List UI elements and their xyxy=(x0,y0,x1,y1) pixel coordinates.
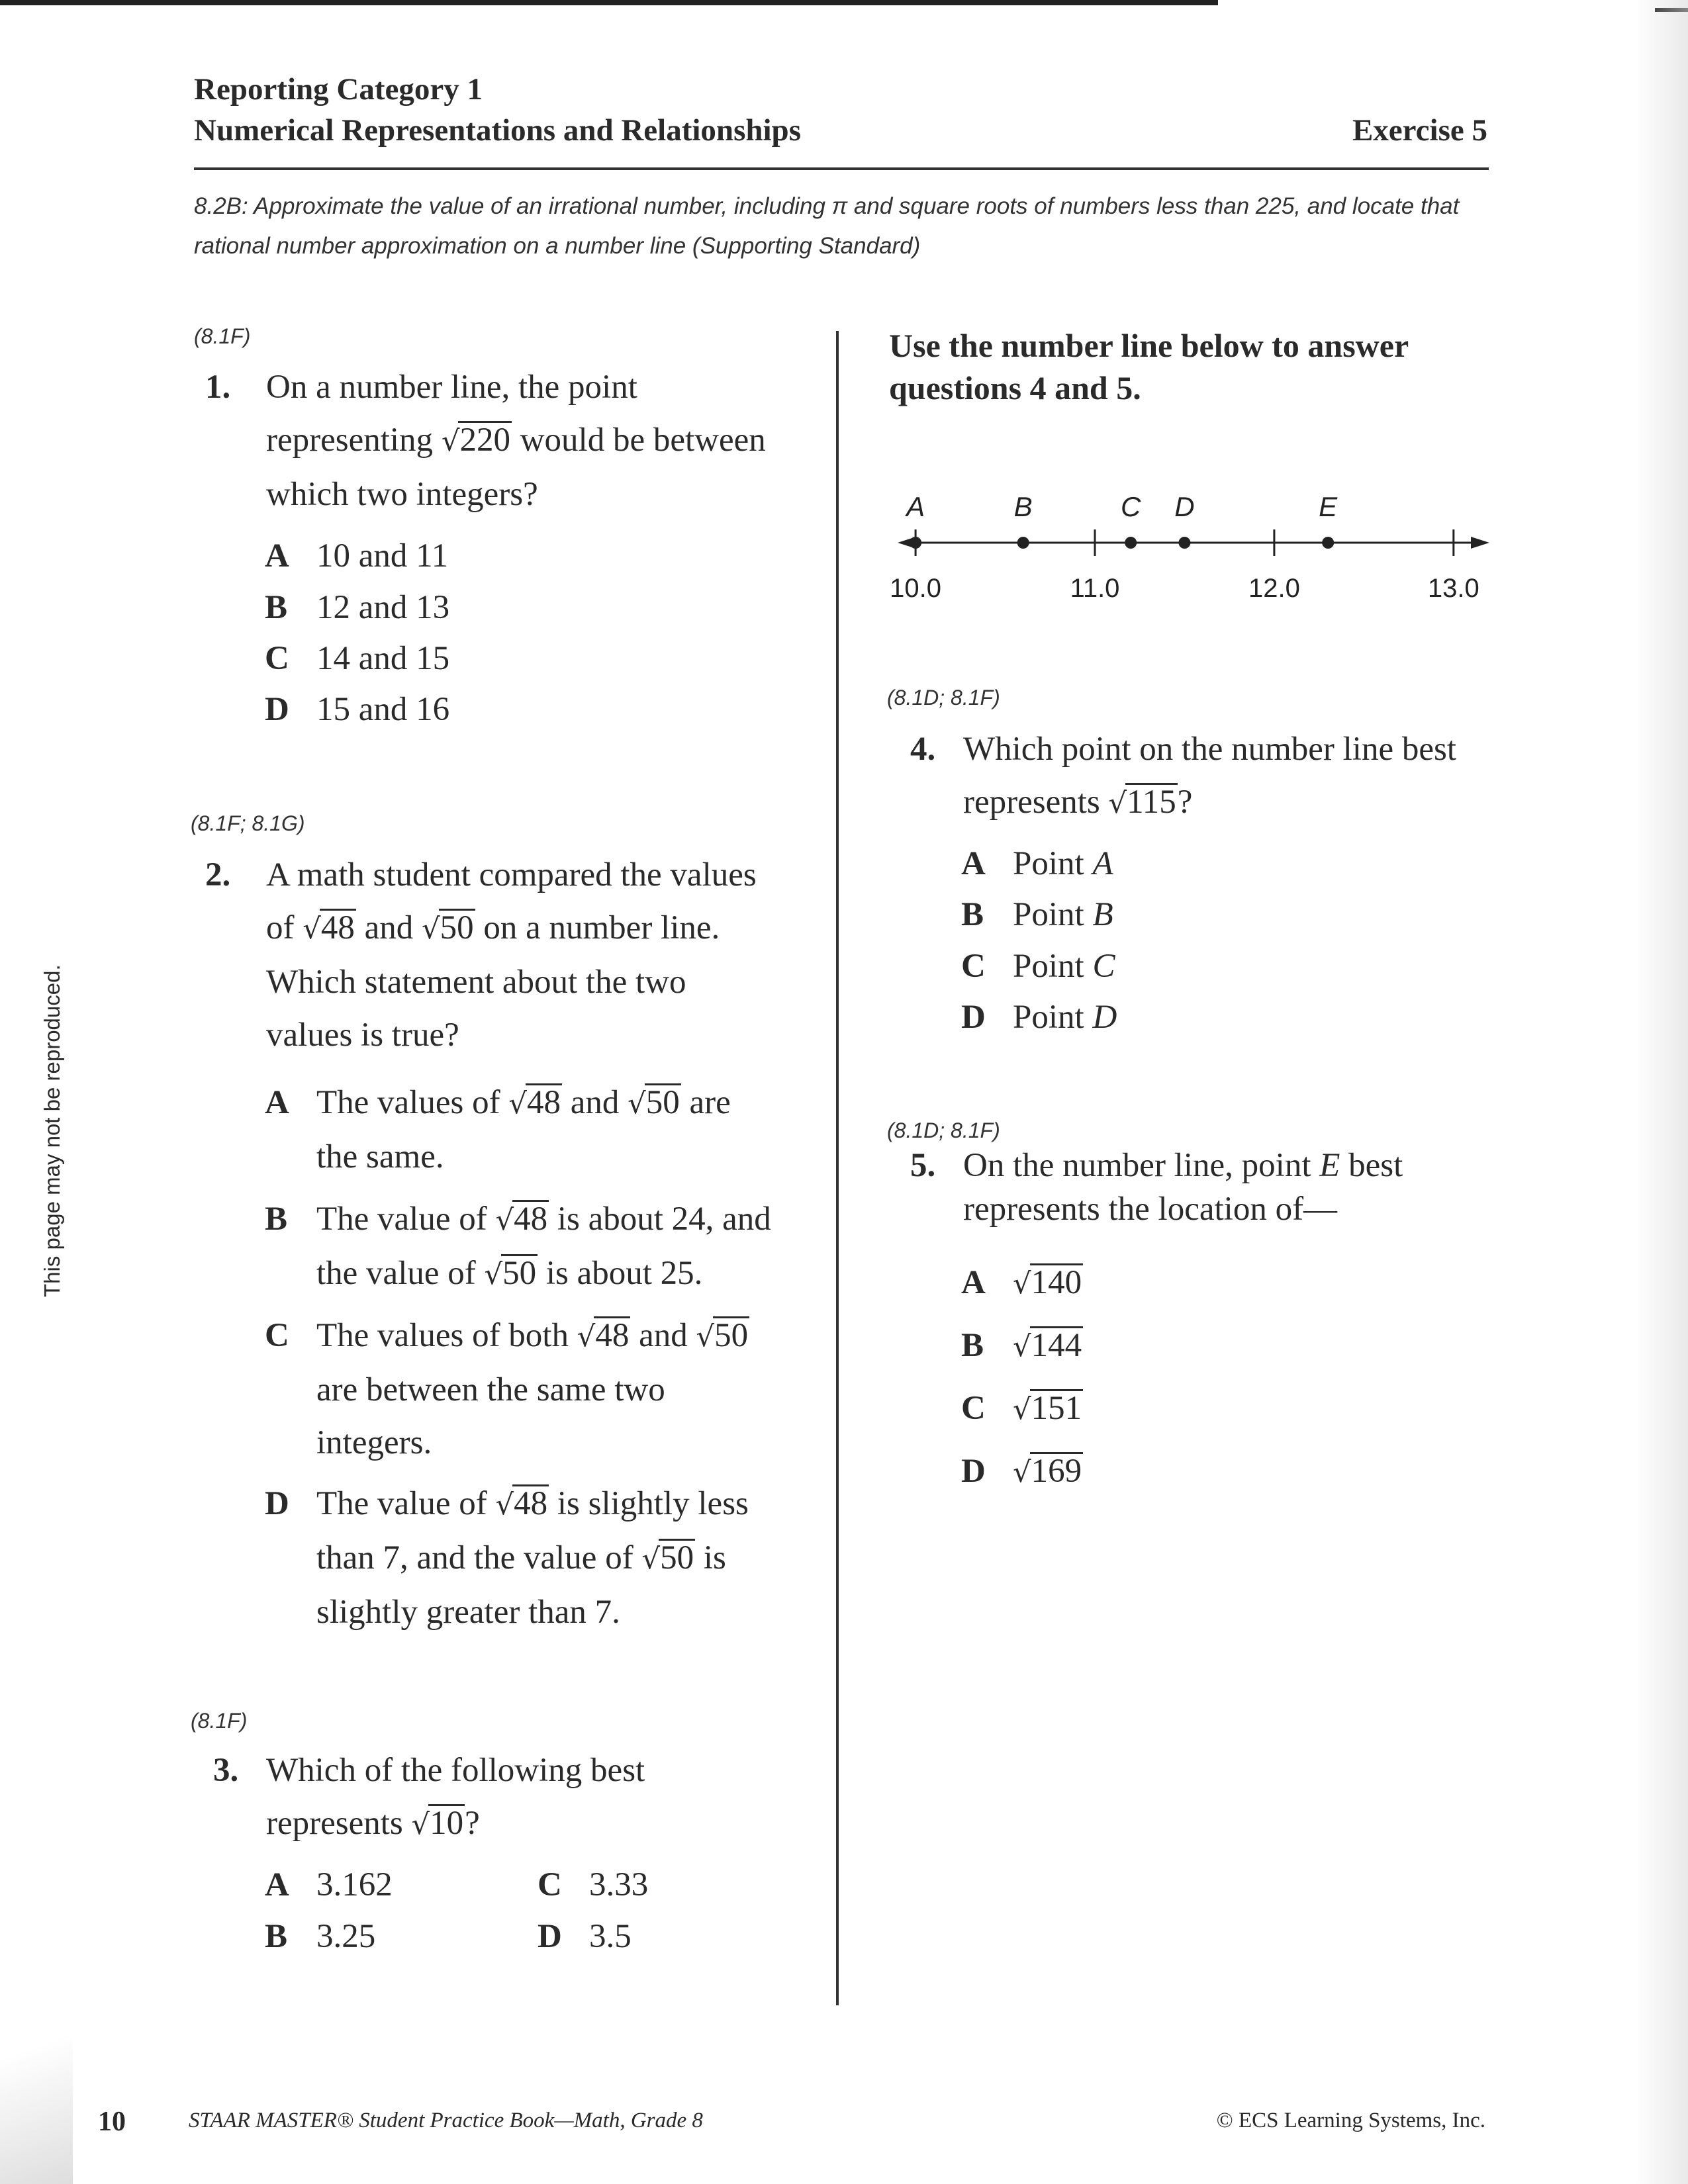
q1-line-3: which two integers? xyxy=(266,476,538,513)
q1-option-c[interactable]: C 14 and 15 xyxy=(265,640,450,677)
point-D xyxy=(1178,537,1190,549)
point-label-D: D xyxy=(1174,491,1195,522)
question-2 xyxy=(205,848,801,1060)
q1-line-2: representing √220 would be between xyxy=(266,422,766,459)
tick-label-12.0: 12.0 xyxy=(1248,574,1300,603)
q4-line-1: Which point on the number line best xyxy=(963,731,1457,768)
reporting-category: Reporting Category 1 xyxy=(194,72,483,107)
q1-number: 1. xyxy=(205,369,231,406)
column-divider xyxy=(836,331,839,2005)
side-copyright-note: This page may not be reproduced. xyxy=(40,964,64,1297)
number-line-axis xyxy=(898,537,1489,549)
header-divider xyxy=(194,167,1489,170)
q2-line-4: values is true? xyxy=(266,1017,459,1054)
q4-option-d[interactable]: D Point D xyxy=(961,999,1117,1036)
question-1 xyxy=(205,361,801,520)
point-label-E: E xyxy=(1319,491,1338,522)
q2-number: 2. xyxy=(205,856,231,893)
point-label-B: B xyxy=(1013,491,1033,522)
tick-label-13.0: 13.0 xyxy=(1427,574,1479,603)
q4-number: 4. xyxy=(910,731,936,768)
top-scan-rule xyxy=(0,0,1218,5)
q1-option-d[interactable]: D 15 and 16 xyxy=(265,691,450,728)
q4-option-b[interactable]: B Point B xyxy=(961,896,1113,933)
q4-option-a[interactable]: A Point A xyxy=(961,845,1113,882)
book-title: STAAR MASTER® Student Practice Book—Math, Grade 8 xyxy=(189,2109,703,2132)
q5-option-a[interactable]: A √140 xyxy=(961,1264,1082,1301)
point-E xyxy=(1322,537,1334,549)
q3-option-c[interactable]: C 3.33 xyxy=(538,1866,649,1903)
q2-option-a[interactable]: A The values of √48 and √50 are the same. xyxy=(265,1084,731,1175)
q2-line-2: of √48 and √50 on a number line. xyxy=(266,909,720,946)
q5-standard-tag: (8.1D; 8.1F) xyxy=(887,1118,1000,1142)
number-line-figure xyxy=(880,477,1509,622)
scan-shadow-left xyxy=(0,1959,73,2184)
tick-label-11.0: 11.0 xyxy=(1070,574,1120,603)
q2-line-1: A math student compared the values xyxy=(266,856,757,893)
exercise-label: Exercise 5 xyxy=(1352,113,1487,148)
q5-line-1: On the number line, point E best xyxy=(963,1147,1403,1184)
q1-option-b[interactable]: B 12 and 13 xyxy=(265,589,450,626)
q1-standard-tag: (8.1F) xyxy=(194,324,251,348)
q4-standard-tag: (8.1D; 8.1F) xyxy=(887,686,1000,709)
q4-option-c[interactable]: C Point C xyxy=(961,948,1115,985)
q3-line-1: Which of the following best xyxy=(266,1752,645,1789)
point-B xyxy=(1017,537,1029,549)
q3-line-2: represents √10? xyxy=(266,1805,480,1842)
q3-option-d[interactable]: D 3.5 xyxy=(538,1918,632,1955)
tick-label-10.0: 10.0 xyxy=(890,574,942,603)
q3-option-a[interactable]: A 3.162 xyxy=(265,1866,393,1903)
page-title: Numerical Representations and Relationships xyxy=(194,113,801,148)
q2-option-c[interactable]: C The values of both √48 and √50 are between the same two integers. xyxy=(265,1317,749,1461)
number-line-points xyxy=(904,491,1338,549)
q5-line-2: represents the location of— xyxy=(963,1191,1338,1228)
point-label-C: C xyxy=(1121,491,1141,522)
q2-standard-tag: (8.1F; 8.1G) xyxy=(191,811,305,835)
right-arrow-icon xyxy=(1471,537,1489,549)
copyright: © ECS Learning Systems, Inc. xyxy=(1216,2109,1485,2132)
q5-option-b[interactable]: B √144 xyxy=(961,1327,1082,1364)
q5-option-c[interactable]: C √151 xyxy=(961,1390,1082,1427)
point-A xyxy=(910,537,921,549)
number-line-instructions: Use the number line below to answer questions 4 and 5. xyxy=(889,327,1409,406)
q2-option-d[interactable]: D The value of √48 is slightly less than 7, and the value of √50 is slightly greater than 7. xyxy=(265,1485,749,1631)
point-label-A: A xyxy=(906,491,925,522)
q4-line-2: represents √115? xyxy=(963,784,1193,821)
page-number: 10 xyxy=(98,2107,126,2137)
q2-line-3: Which statement about the two xyxy=(266,964,686,1001)
q1-line-1: On a number line, the point xyxy=(266,369,637,406)
point-C xyxy=(1125,537,1137,549)
question-5 xyxy=(910,1144,1493,1243)
q3-number: 3. xyxy=(213,1752,239,1789)
q5-option-d[interactable]: D √169 xyxy=(961,1453,1082,1490)
q3-option-b[interactable]: B 3.25 xyxy=(265,1918,376,1955)
question-4 xyxy=(910,723,1493,835)
q2-option-b[interactable]: B The value of √48 is about 24, and the value of √50 is about 25. xyxy=(265,1201,771,1292)
q1-radicand: 220 xyxy=(459,422,510,459)
scan-shadow-right xyxy=(1635,0,1688,2184)
q3-standard-tag: (8.1F) xyxy=(191,1709,248,1733)
q1-option-a[interactable]: A 10 and 11 xyxy=(265,537,449,574)
question-3 xyxy=(213,1744,796,1856)
q5-number: 5. xyxy=(910,1147,936,1184)
standard-statement: 8.2B: Approximate the value of an irrational number, including π and square roots of numbers less than 225, and locate that rational number approximation on a number line (Supporting Standard) xyxy=(194,193,1460,259)
